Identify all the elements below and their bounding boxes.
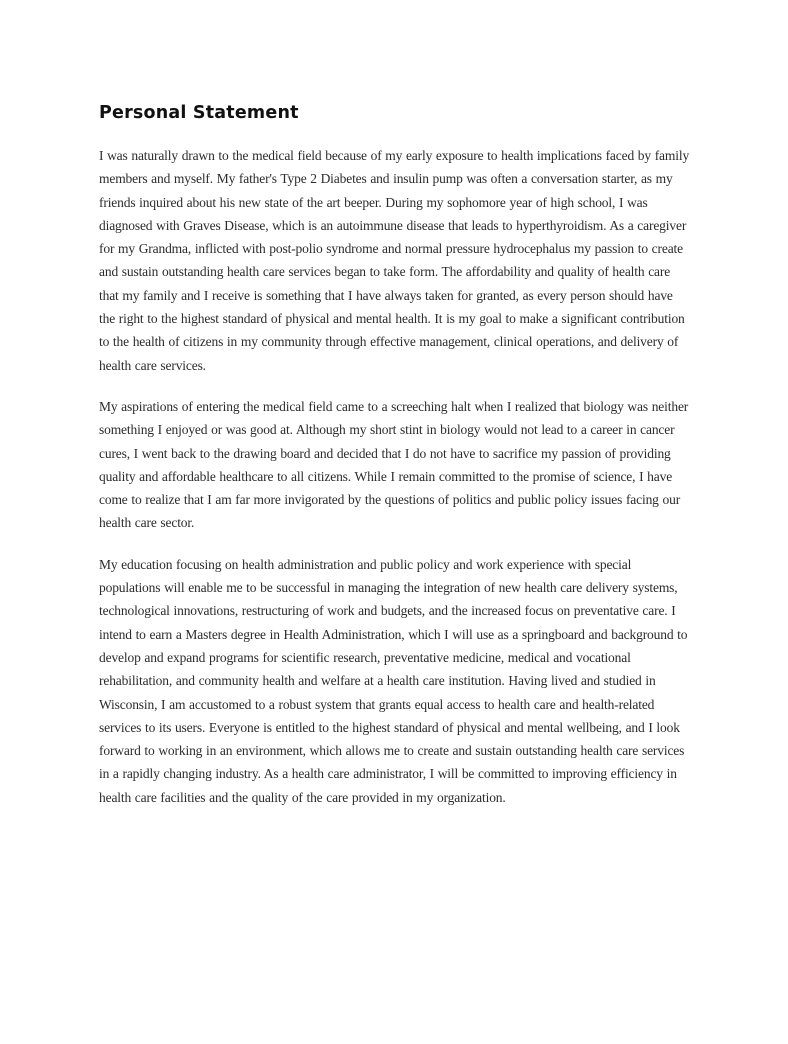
paragraph-2: My aspirations of entering the medical field came to a screeching halt when I realized that biology was neither something I enjoyed or was good at. Although my short stint in biology would not lead to a career in cancer cures, I went back to the drawing board and decided that I do not have to sacrifice my passion of providing quality and affordable healthcare to all citizens. While I remain committed to the promise of science, I have come to realize that I am far more invigorated by the questions of politics and public policy issues facing our health care sector. <box>99 398 689 531</box>
document-content <box>99 103 691 809</box>
paragraph-1: I was naturally drawn to the medical field because of my early exposure to health implications faced by family members and myself. My father's Type 2 Diabetes and insulin pump was often a conversation starter, as my friends inquired about his new state of the art beeper. During my sophomore year of high school, I was diagnosed with Graves Disease, which is an autoimmune disease that leads to hyperthyroidism. As a caregiver for my Grandma, inflicted with post-polio syndrome and normal pressure hydrocephalus my passion to create and sustain outstanding health care services began to take form. The affordability and quality of health care that my family and I receive is something that I have always taken for granted, as every person should have the right to the highest standard of physical and mental health. It is my goal to make a significant contribution to the health of citizens in my community through effective management, clinical operations, and delivery of health care services. <box>99 148 690 373</box>
page-title: Personal Statement <box>99 103 299 123</box>
paragraph-3: My education focusing on health administration and public policy and work experience with special populations will enable me to be successful in managing the integration of new health care delivery systems, technological innovations, restructuring of work and budgets, and the increased focus on preventative care. I intend to earn a Masters degree in Health Administration, which I will use as a springboard and background to develop and expand programs for scientific research, preventative medicine, medical and vocational rehabilitation, and community health and welfare at a health care institution. Having lived and studied in Wisconsin, I am accustomed to a robust system that grants equal access to health care and health-related services to its users. Everyone is entitled to the highest standard of physical and mental wellbeing, and I look forward to working in an environment, which allows me to create and sustain outstanding health care services in a rapidly changing industry. As a health care administrator, I will be committed to improving efficiency in health care facilities and the quality of the care provided in my organization. <box>99 556 688 805</box>
